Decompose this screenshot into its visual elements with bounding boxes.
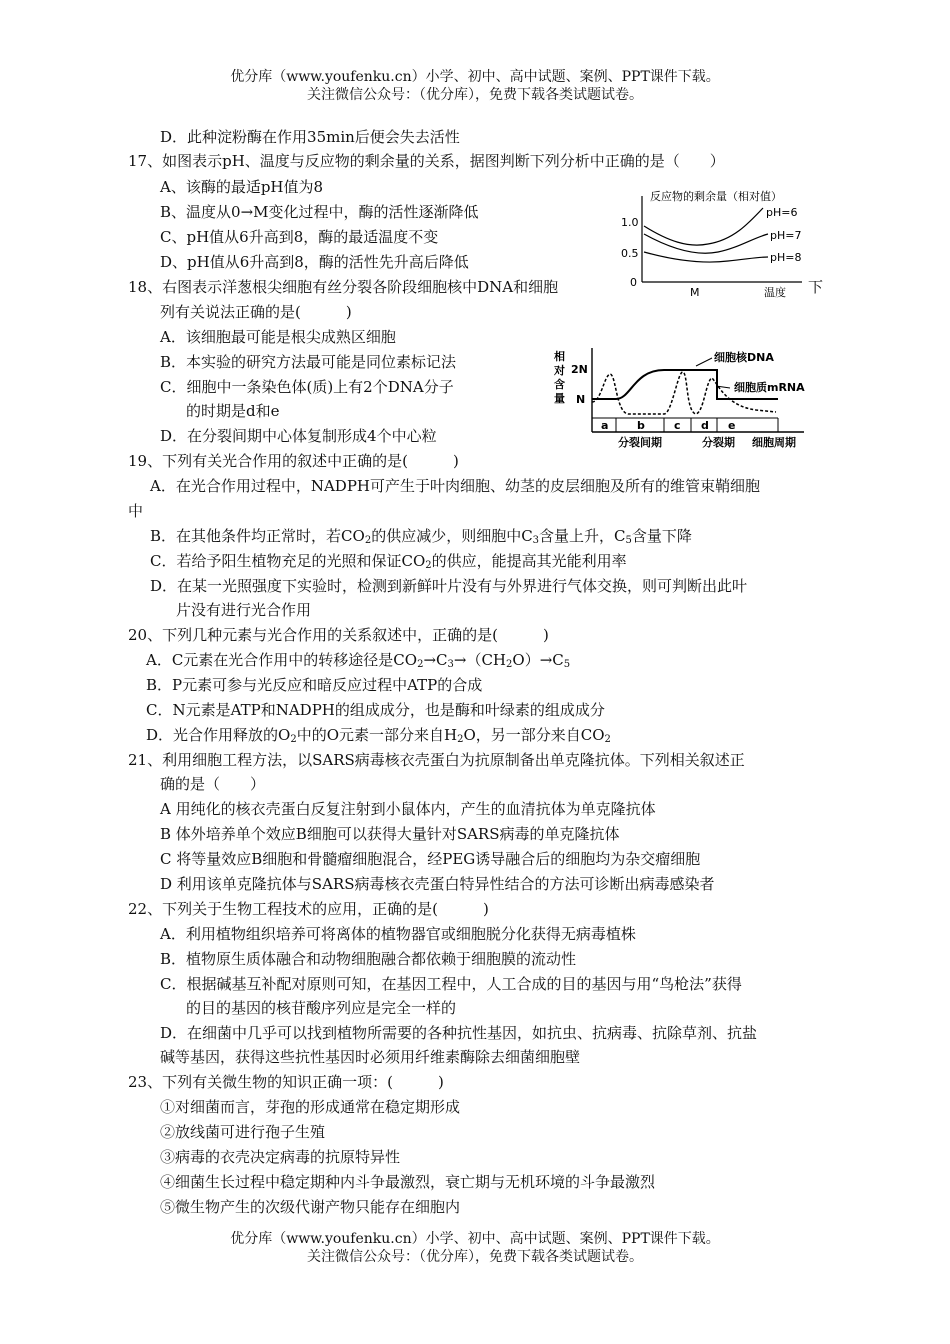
q18-stem-line-1: 18、右图表示洋葱根尖细胞有丝分裂各阶段细胞核中DNA和细胞 <box>128 278 559 296</box>
q17-option-a: A、该酶的最适pH值为8 <box>160 178 324 196</box>
label-cell-cycle: 细胞周期 <box>752 436 796 449</box>
phase-a: a <box>601 419 609 432</box>
label-interphase: 分裂间期 <box>618 436 662 449</box>
q20-option-b: B．P元素可参与光反应和暗反应过程中ATP的合成 <box>146 676 483 694</box>
q19-option-d-line-1: D．在某一光照强度下实验时，检测到新鲜叶片没有与外界进行气体交换，则可判断出此叶 <box>150 577 748 595</box>
legend-ph7: pH=7 <box>770 229 802 242</box>
page-header-line-1: 优分库（www.youfenku.cn）小学、初中、高中试题、案例、PPT课件下载。 <box>230 69 720 85</box>
y-tick-2n: 2N <box>571 363 588 376</box>
label-mitotic-phase: 分裂期 <box>702 436 735 449</box>
q19-option-b: B．在其他条件均正常时，若$CO_2$的供应减少，则细胞中$C_3$含量上升，$C_5$含量下降 <box>150 527 692 546</box>
q22-option-c-line-2: 的目的基因的核苷酸序列应是完全一样的 <box>186 999 457 1017</box>
legend-ph6: pH=6 <box>766 206 798 219</box>
q20-option-c: C．N元素是ATP和NADPH的组成成分，也是酶和叶绿素的组成成分 <box>146 701 605 719</box>
q23-item-4: ④细菌生长过程中稳定期种内斗争最激烈，衰亡期与无机环境的斗争最激烈 <box>160 1173 656 1191</box>
q21-option-a: A 用纯化的核衣壳蛋白反复注射到小鼠体内，产生的血清抗体为单克隆抗体 <box>160 800 656 818</box>
q17-option-b: B、温度从0→M变化过程中，酶的活性逐渐降低 <box>160 203 479 221</box>
q19-option-d-line-2: 片没有进行光合作用 <box>176 601 312 619</box>
q23-item-5: ⑤微生物产生的次级代谢产物只能存在细胞内 <box>160 1198 461 1216</box>
q19-option-c: C．若给予阳生植物充足的光照和保证$CO_2$的供应，能提高其光能利用率 <box>150 552 627 571</box>
q22-option-c-line-1: C．根据碱基互补配对原则可知，在基因工程中，人工合成的目的基因与用“鸟枪法”获得 <box>160 975 742 993</box>
q18-stem-line-2: 列有关说法正确的是( ) <box>160 303 352 321</box>
q23-item-1: ①对细菌而言，芽孢的形成通常在稳定期形成 <box>160 1098 461 1116</box>
q18-option-c-line-2: 的时期是d和e <box>186 402 280 420</box>
q22-option-a: A．利用植物组织培养可将离体的植物器官或细胞脱分化获得无病毒植株 <box>160 925 636 943</box>
y-tick-1: 1.0 <box>621 216 639 229</box>
y-tick-0: 0 <box>630 276 637 289</box>
q22-stem: 22、下列关于生物工程技术的应用，正确的是( ) <box>128 900 489 918</box>
phase-c: c <box>674 419 681 432</box>
phase-d: d <box>701 419 709 432</box>
q20-stem: 20、下列几种元素与光合作用的关系叙述中，正确的是( ) <box>128 626 549 644</box>
q18-option-c-line-1: C．细胞中一条染色体(质)上有2个DNA分子 <box>160 378 454 396</box>
page-footer-line-1: 优分库（www.youfenku.cn）小学、初中、高中试题、案例、PPT课件下载。 <box>230 1231 720 1247</box>
q23-item-3: ③病毒的衣壳决定病毒的抗原特异性 <box>160 1148 401 1166</box>
q20-option-d: D．光合作用释放的$O_2$中的O元素一部分来自$H_2O$，另一部分来自$CO_2$ <box>146 726 611 745</box>
q18-stem-tail: 下 <box>808 278 824 296</box>
q19-option-a-line-2: 中 <box>128 502 144 520</box>
q21-option-b: B 体外培养单个效应B细胞可以获得大量针对SARS病毒的单克隆抗体 <box>160 825 620 843</box>
q19-option-a-line-1: A．在光合作用过程中，NADPH可产生于叶肉细胞、幼茎的皮层细胞及所有的维管束鞘细胞 <box>150 477 760 495</box>
q22-option-d-line-2: 碱等基因，获得这些抗性基因时必须用纤维素酶除去细菌细胞壁 <box>160 1048 581 1066</box>
chart-title: 反应物的剩余量（相对值） <box>650 190 782 203</box>
legend-ph8: pH=8 <box>770 251 802 264</box>
q23-stem: 23、下列有关微生物的知识正确一项：( ) <box>128 1073 444 1091</box>
y-tick-n: N <box>576 393 586 406</box>
legend-nuclear-dna: 细胞核DNA <box>714 351 774 364</box>
page-header-line-2: 关注微信公众号：（优分库），免费下载各类试题试卷。 <box>307 87 643 103</box>
x-axis-label: 温度 <box>764 286 786 298</box>
phase-e: e <box>728 419 736 432</box>
q17-stem: 17、如图表示pH、温度与反应物的剩余量的关系，据图判断下列分析中正确的是（ ） <box>128 152 725 170</box>
q18-option-a: A．该细胞最可能是根尖成熟区细胞 <box>160 328 396 346</box>
q21-stem-line-2: 确的是（ ） <box>160 775 266 793</box>
legend-cytoplasm-mrna: 细胞质mRNA <box>734 381 805 394</box>
q17-option-d: D、pH值从6升高到8，酶的活性先升高后降低 <box>160 253 469 271</box>
y-label-4: 量 <box>554 392 565 405</box>
q16-option-d: D．此种淀粉酶在作用35min后便会失去活性 <box>160 128 460 146</box>
q22-option-d-line-1: D．在细菌中几乎可以找到植物所需要的各种抗性基因，如抗虫、抗病毒、抗除草剂、抗盐 <box>160 1024 758 1042</box>
q18-option-d: D．在分裂间期中心体复制形成4个中心粒 <box>160 427 437 445</box>
page-footer-line-2: 关注微信公众号：（优分库），免费下载各类试题试卷。 <box>307 1249 643 1265</box>
curve-ph6 <box>644 208 763 245</box>
q17-option-c: C、pH值从6升高到8，酶的最适温度不变 <box>160 228 439 246</box>
q17-figure-chart <box>618 186 808 298</box>
q20-option-a: A．C元素在光合作用中的转移途径是$CO_2\to C_3\to(CH_2O)\to C_5$ <box>146 651 571 670</box>
y-tick-05: 0.5 <box>621 247 639 260</box>
q18-option-b: B．本实验的研究方法最可能是同位素标记法 <box>160 353 457 371</box>
q23-item-2: ②放线菌可进行孢子生殖 <box>160 1123 326 1141</box>
phase-b: b <box>637 419 645 432</box>
y-label-1: 相 <box>554 350 565 363</box>
q22-option-b: B．植物原生质体融合和动物细胞融合都依赖于细胞膜的流动性 <box>160 950 577 968</box>
y-label-3: 含 <box>554 378 565 391</box>
q21-option-c: C 将等量效应B细胞和骨髓瘤细胞混合，经PEG诱导融合后的细胞均为杂交瘤细胞 <box>160 850 701 868</box>
y-label-2: 对 <box>554 364 565 377</box>
q21-option-d: D 利用该单克隆抗体与SARS病毒核衣壳蛋白特异性结合的方法可诊断出病毒感染者 <box>160 875 715 893</box>
q18-figure-chart <box>546 344 810 452</box>
q21-stem-line-1: 21、利用细胞工程方法，以SARS病毒核衣壳蛋白为抗原制备出单克隆抗体。下列相关叙述正 <box>128 751 745 769</box>
q19-stem: 19、下列有关光合作用的叙述中正确的是( ) <box>128 452 459 470</box>
x-tick-m: M <box>690 286 700 298</box>
